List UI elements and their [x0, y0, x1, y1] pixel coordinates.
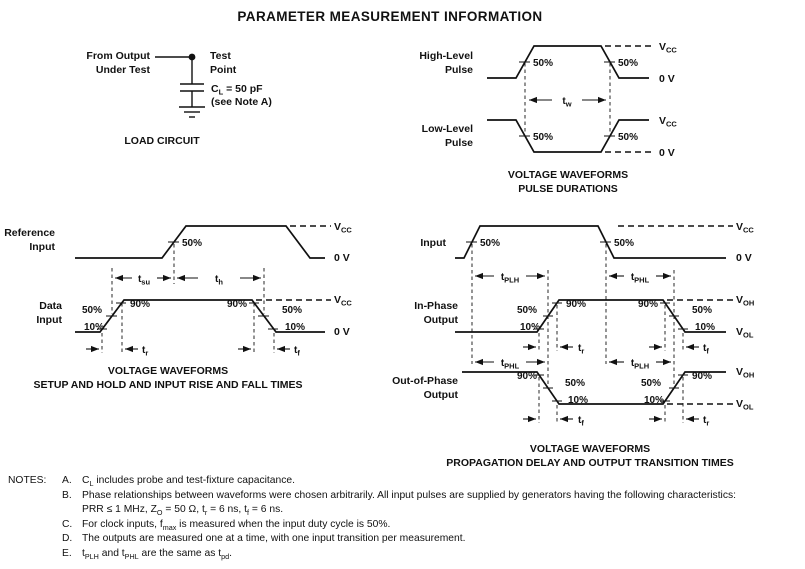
note-text: $C_L$ includes probe and test-fixture capacitance. — [82, 475, 295, 489]
pct-10-label: 10% — [285, 322, 306, 333]
pct-90-label: 90% — [637, 299, 658, 310]
note-text: $t_{PLH}$ and $t_{PHL}$ are the same as $t_{pd}$. — [82, 547, 232, 561]
load-circuit — [86, 50, 271, 147]
high-level-pulse-label: Pulse — [444, 64, 473, 76]
data-input-label: Input — [36, 314, 62, 326]
pct-50-label: 50% — [640, 378, 661, 389]
note-item-b — [62, 489, 800, 518]
voltage-waveforms-caption: VOLTAGE WAVEFORMS — [529, 443, 651, 455]
pct-90-label: 90% — [516, 371, 537, 382]
from-output-label: Under Test — [95, 64, 150, 76]
voltage-waveforms-caption: VOLTAGE WAVEFORMS — [107, 365, 229, 377]
pct-50-label: 50% — [81, 305, 102, 316]
note-letter: C. — [62, 518, 73, 530]
tphl-label: $t_{PHL}$ — [500, 358, 520, 371]
tplh-label: $t_{PLH}$ — [630, 358, 650, 371]
note-text: For clock inputs, $f_{max}$ is measured when the input duty cycle is 50%. — [82, 518, 391, 532]
setup-hold-waveforms — [4, 221, 352, 391]
pct-ticks — [534, 375, 688, 401]
reference-input-label: Reference — [4, 227, 55, 239]
notes-list — [62, 474, 800, 561]
voltage-waveforms-caption: VOLTAGE WAVEFORMS — [507, 169, 629, 181]
vcc-label: $V_{CC}$ — [334, 294, 352, 308]
out-of-phase-output-trace — [462, 372, 726, 404]
th-label: $t_h$ — [215, 274, 223, 287]
note-letter: B. — [62, 489, 72, 501]
notes-section — [8, 474, 800, 561]
pct-50-label: 50% — [480, 238, 501, 249]
pct-10-label: 10% — [83, 322, 104, 333]
input-label: Input — [420, 237, 446, 249]
tf-label: $t_f$ — [578, 415, 584, 428]
capacitor-icon — [180, 84, 204, 91]
pct-50-label: 50% — [533, 132, 554, 143]
page-title: PARAMETER MEASUREMENT INFORMATION — [237, 9, 543, 24]
vol-label: $V_{OL}$ — [736, 326, 754, 340]
pct-50-label: 50% — [618, 132, 639, 143]
vcc-label: $V_{CC}$ — [334, 221, 352, 235]
pct-50-label: 50% — [182, 238, 203, 249]
tsu-label: $t_{su}$ — [137, 274, 151, 287]
pct-90-label: 90% — [226, 299, 247, 310]
pct-90-label: 90% — [130, 299, 151, 310]
cap-value-label: $C_L = 50$ pF — [211, 83, 263, 97]
propagation-delay-waveforms — [392, 221, 754, 469]
out-of-phase-output-label: Output — [423, 389, 458, 401]
voh-label: $V_{OH}$ — [736, 294, 755, 308]
v0-label: 0 V — [659, 73, 675, 85]
propagation-delay-caption: PROPAGATION DELAY AND OUTPUT TRANSITION TIMES — [446, 457, 734, 469]
load-circuit-caption: LOAD CIRCUIT — [124, 135, 200, 147]
ground-icon — [179, 107, 205, 117]
pct-50-label: 50% — [565, 378, 586, 389]
vcc-label: $V_{CC}$ — [736, 221, 754, 235]
v0-label: 0 V — [736, 252, 752, 264]
pct-50-label: 50% — [618, 58, 639, 69]
tplh-label: $t_{PLH}$ — [500, 272, 520, 285]
reference-input-label: Input — [29, 241, 55, 253]
note-text: Phase relationships between waveforms were chosen arbitrarily. All input pulses are supplied by generators having the following characteristics: PRR ≤ 1 MHz, $Z_O = 50$ Ω, $t_r = 6$ ns, $t_f = 6$ ns. — [82, 489, 737, 518]
note-item-d — [62, 532, 800, 547]
vcc-label: $V_{CC}$ — [659, 41, 677, 55]
guides — [525, 63, 610, 133]
tr-label: $t_r$ — [578, 343, 585, 356]
voh-label: $V_{OH}$ — [736, 366, 755, 380]
pct-90-label: 90% — [566, 299, 587, 310]
pct-50-label: 50% — [614, 238, 635, 249]
note-letter: D. — [62, 533, 73, 544]
vol-label: $V_{OL}$ — [736, 398, 754, 412]
pct-10-label: 10% — [568, 395, 589, 406]
pct-10-label: 10% — [695, 322, 716, 333]
low-level-pulse-label: Pulse — [444, 137, 473, 149]
in-phase-output-label: Output — [423, 314, 458, 326]
pulse-durations-caption: PULSE DURATIONS — [518, 183, 618, 195]
note-item-a — [62, 474, 800, 489]
test-point-label: Test — [210, 50, 231, 62]
note-letter: A. — [62, 475, 72, 486]
tphl-label: $t_{PHL}$ — [630, 272, 650, 285]
pct-50-label: 50% — [692, 305, 713, 316]
pct-10-label: 10% — [643, 395, 664, 406]
test-point-label: Point — [210, 64, 237, 76]
note-item-c — [62, 518, 800, 533]
tr-label: $t_r$ — [142, 345, 149, 358]
note-item-e — [62, 547, 800, 562]
note-letter: E. — [62, 547, 72, 559]
pct-50-label: 50% — [282, 305, 303, 316]
out-of-phase-output-label: Out-of-Phase — [392, 375, 458, 387]
in-phase-output-label: In-Phase — [414, 300, 458, 312]
tr-label: $t_r$ — [703, 415, 710, 428]
low-level-pulse-label: Low-Level — [421, 123, 473, 135]
v0-label: 0 V — [334, 326, 350, 338]
tf-label: $t_f$ — [294, 345, 300, 358]
pct-50-label: 50% — [516, 305, 537, 316]
pct-ticks — [97, 303, 278, 329]
vcc-label: $V_{CC}$ — [659, 115, 677, 129]
pct-10-label: 10% — [519, 322, 540, 333]
from-output-label: From Output — [86, 50, 150, 62]
notes-heading: NOTES: — [8, 475, 47, 486]
high-level-pulse-label: High-Level — [419, 50, 473, 62]
in-phase-output-trace — [455, 300, 726, 332]
pct-50-label: 50% — [533, 58, 554, 69]
cap-note-label: (see Note A) — [211, 96, 272, 108]
setup-hold-caption: SETUP AND HOLD AND INPUT RISE AND FALL TIMES — [33, 379, 303, 391]
data-input-label: Data — [39, 300, 62, 312]
tf-label: $t_f$ — [703, 343, 709, 356]
note-text: The outputs are measured one at a time, with one input transition per measurement. — [82, 533, 466, 544]
pulse-duration-waveforms — [419, 41, 677, 195]
v0-label: 0 V — [334, 252, 350, 264]
v0-label: 0 V — [659, 147, 675, 159]
tw-label: $t_w$ — [562, 96, 572, 109]
pct-90-label: 90% — [692, 371, 713, 382]
